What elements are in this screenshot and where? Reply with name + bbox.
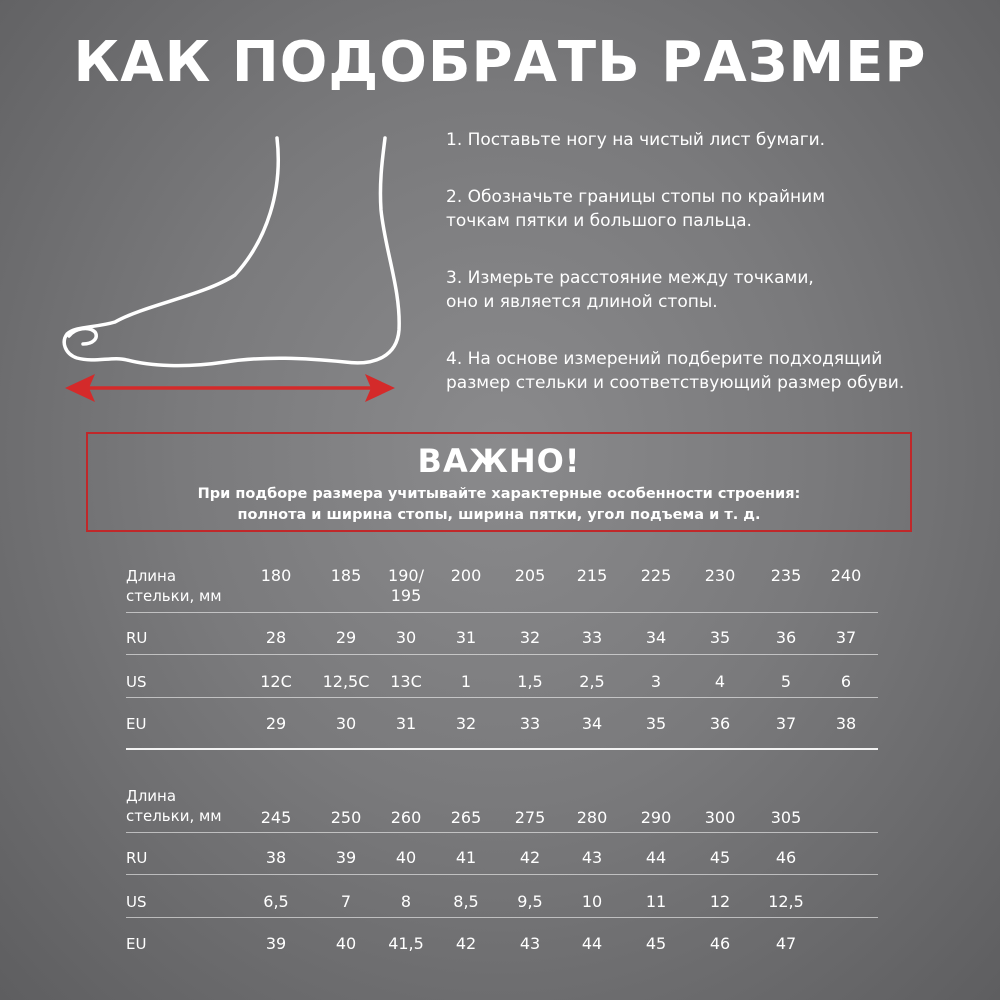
row-divider [126,874,878,875]
table-cell: 43 [581,848,603,867]
table-cell: 290 [640,808,672,827]
table-cell: 6,5 [263,892,289,911]
table-cell: 39 [265,934,287,953]
notice-text: При подборе размера учитывайте характерные особенности строения: полнота и ширина стопы, ширина пятки, угол подъема и т. д. [197,486,801,523]
table-cell: 44 [581,934,603,953]
table-cell: 42 [519,848,541,867]
table-cell: 10 [581,892,603,911]
table-cell: 32 [455,714,477,733]
row-divider [126,697,878,698]
table-cell: 42 [455,934,477,953]
row-label: Длина стельки, мм [126,787,222,825]
table-cell: 235 [770,566,802,585]
table-cell: 9,5 [517,892,543,911]
table-cell: 34 [581,714,603,733]
table-cell: 47 [775,934,797,953]
row-label: EU [126,935,147,953]
table-cell: 7 [340,892,352,911]
table-cell: 40 [395,848,417,867]
table-cell: 12 [709,892,731,911]
row-label: US [126,673,147,691]
table-cell: 225 [640,566,672,585]
table-cell: 38 [835,714,857,733]
table-cell: 3 [650,672,662,691]
table-cell: 230 [704,566,736,585]
table-cell: 41,5 [388,934,424,953]
row-divider [126,654,878,655]
instruction-step-2: 2. Обозначьте границы стопы по крайним точкам пятки и большого пальца. [446,187,826,231]
table-cell: 215 [576,566,608,585]
table-cell: 13C [390,672,422,691]
instructions-list [446,128,986,428]
table-cell: 275 [514,808,546,827]
table-cell: 38 [265,848,287,867]
table-cell: 40 [335,934,357,953]
table-cell: 36 [775,628,797,647]
table-cell: 30 [335,714,357,733]
table-cell: 41 [455,848,477,867]
row-divider [126,748,878,750]
table-cell: 37 [775,714,797,733]
table-cell: 45 [645,934,667,953]
table-cell: 280 [576,808,608,827]
table-cell: 6 [840,672,852,691]
table-cell: 5 [780,672,792,691]
table-cell: 35 [709,628,731,647]
table-cell: 245 [260,808,292,827]
table-cell: 33 [519,714,541,733]
row-label: US [126,893,147,911]
row-label: RU [126,849,148,867]
table-cell: 37 [835,628,857,647]
table-cell: 12C [260,672,292,691]
row-label: RU [126,629,148,647]
table-cell: 4 [714,672,726,691]
table-cell: 46 [775,848,797,867]
table-cell: 205 [514,566,546,585]
row-divider [126,917,878,918]
table-cell: 265 [450,808,482,827]
table-cell: 1,5 [517,672,543,691]
table-cell: 45 [709,848,731,867]
table-cell: 29 [335,628,357,647]
table-cell: 260 [390,808,422,827]
row-label: Длина стельки, мм [126,567,222,605]
table-cell: 44 [645,848,667,867]
length-arrow [65,374,395,402]
table-cell: 240 [830,566,862,585]
table-cell: 43 [519,934,541,953]
table-cell: 200 [450,566,482,585]
row-label: EU [126,715,147,733]
table-cell: 39 [335,848,357,867]
table-cell: 32 [519,628,541,647]
table-cell: 31 [395,714,417,733]
table-cell: 300 [704,808,736,827]
big-toe-contour [69,329,96,344]
table-cell: 12,5C [322,672,370,691]
page-title: КАК ПОДОБРАТЬ РАЗМЕР [73,30,927,95]
table-cell: 29 [265,714,287,733]
table-cell: 36 [709,714,731,733]
table-cell: 250 [330,808,362,827]
important-notice-box [86,432,912,532]
table-cell: 2,5 [579,672,605,691]
row-divider [126,612,878,613]
table-cell: 35 [645,714,667,733]
table-cell: 8,5 [453,892,479,911]
table-cell: 185 [330,566,362,585]
table-cell: 305 [770,808,802,827]
instruction-step-4: 4. На основе измерений подберите подходящий размер стельки и соответствующий размер обуви. [446,349,905,393]
instruction-step-1: 1. Поставьте ногу на чистый лист бумаги. [446,130,826,150]
table-cell: 46 [709,934,731,953]
foot-front-contour [64,138,399,366]
table-cell: 12,5 [768,892,804,911]
table-cell: 33 [581,628,603,647]
table-cell: 28 [265,628,287,647]
row-divider [126,832,878,833]
table-cell: 11 [645,892,667,911]
notice-title: ВАЖНО! [417,442,581,480]
table-cell: 30 [395,628,417,647]
instruction-step-3: 3. Измерьте расстояние между точками, оно и является длиной стопы. [446,268,814,312]
table-cell: 8 [400,892,412,911]
table-cell: 190/ 195 [388,566,424,605]
table-cell: 31 [455,628,477,647]
foot-outline-illustration [55,130,415,410]
table-cell: 1 [460,672,472,691]
table-cell: 180 [260,566,292,585]
table-cell: 34 [645,628,667,647]
